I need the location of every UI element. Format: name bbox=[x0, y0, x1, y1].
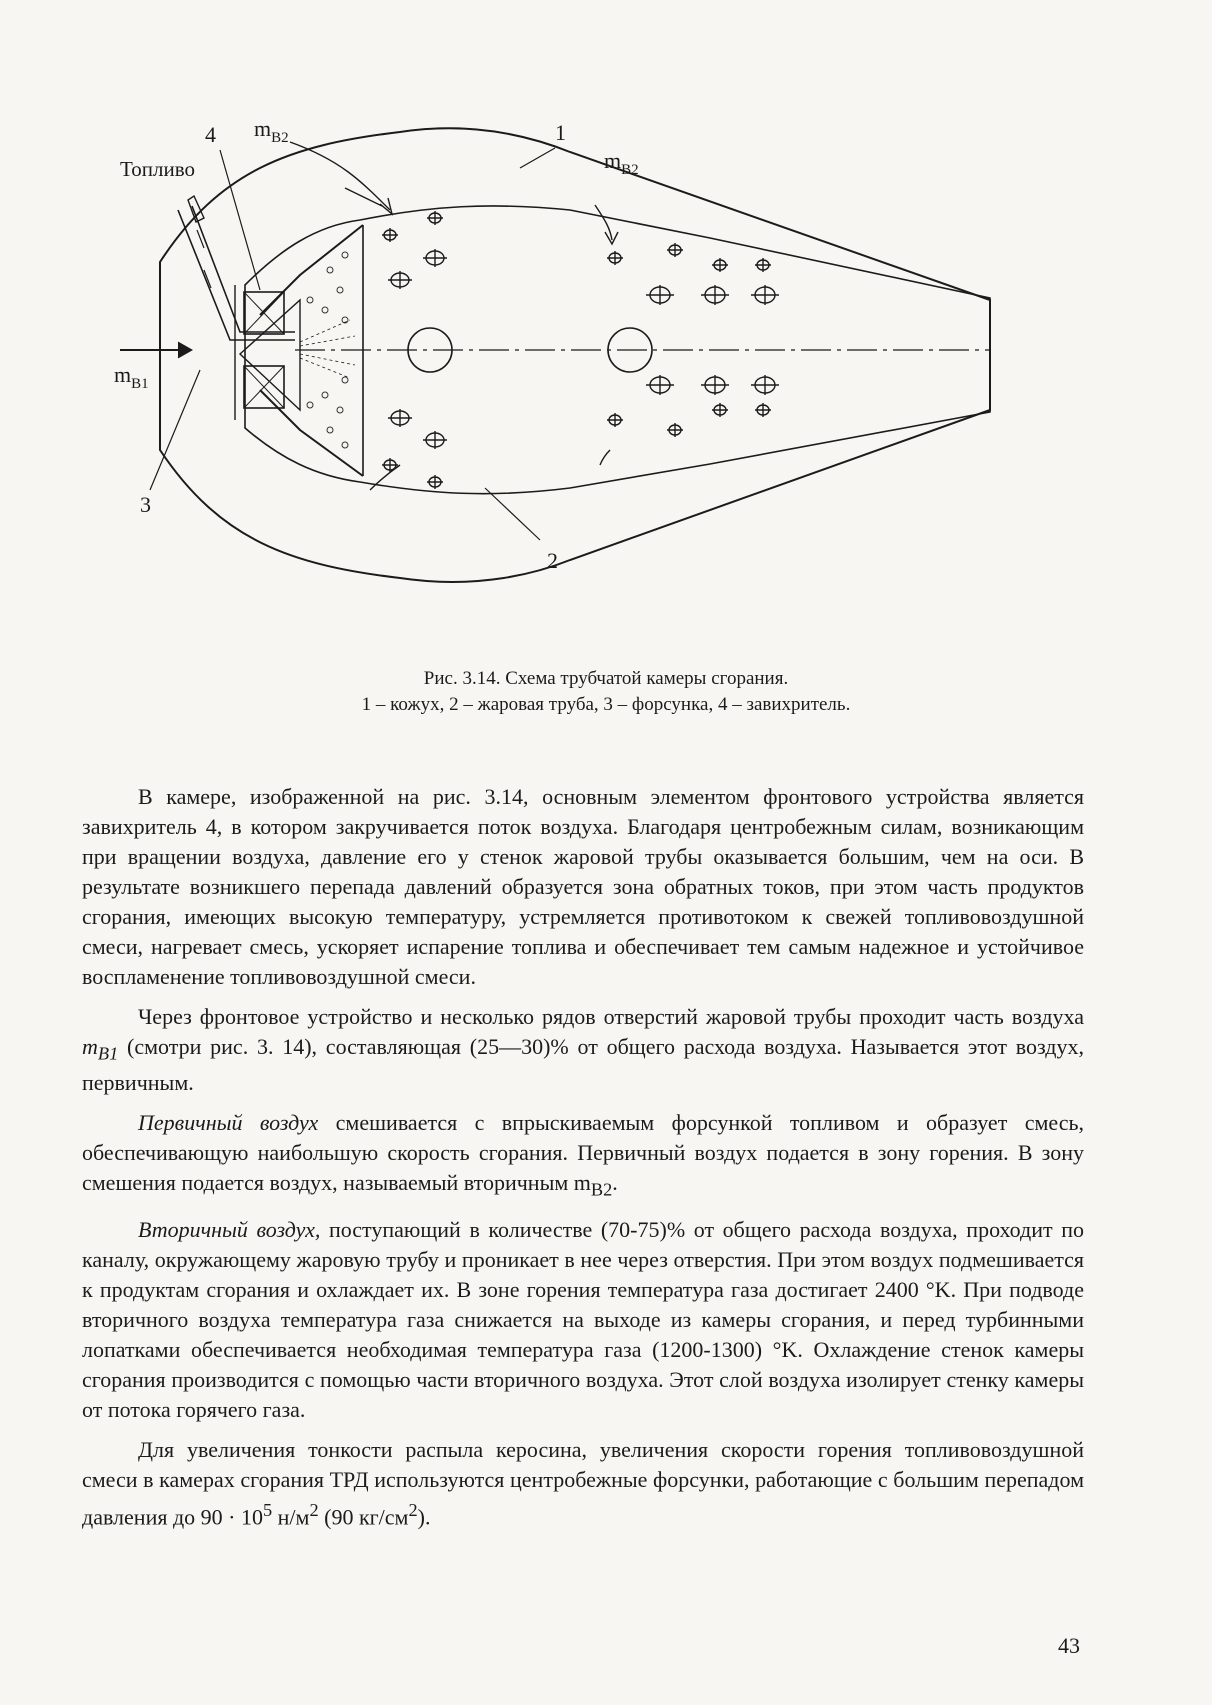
paragraph-2: Через фронтовое устройство и несколько рядов отверстий жаровой трубы проходит часть воздуха $m_{B1}$ (смотри рис. 3. 14), составляющая (25—30)% от общего расхода воздуха. Называется этот воздух, первичным. bbox=[82, 1004, 1084, 1096]
mb2-top-label: $m_{B2}$ bbox=[254, 116, 289, 146]
casing-outline bbox=[160, 128, 990, 582]
paragraph-5: Для увеличения тонкости распыла керосина, увеличения скорости горения топливовоздушной смеси в камерах сгорания ТРД используются центробежные форсунки, работающие с большим перепадом давления до $90 \cdot 10^5$ $н/м^2$ (90 $кг/см^2$). bbox=[82, 1436, 1084, 1530]
paragraph-4: Вторичный воздух, поступающий в количестве (70-75)% от общего расхода воздуха, проходит по каналу, окружающему жаровую трубу и проникает в нее через отверстия. При этом воздух подмешивается к продуктам сгорания и охлаждает их. В зоне горения температура газа достигает 2400 °K. При подводе вторичного воздуха температура газа снижается на выходе из камеры сгорания, и перед турбинными лопатками обеспечивается необходимая температура газа (1200-1300) °K. Охлаждение стенок камеры сгорания производится с помощью части вторичного воздуха. Этот слой воздуха изолирует стенку камеры от потока горячего газа. bbox=[82, 1216, 1085, 1422]
mb1-label: $m_{B1}$ bbox=[114, 362, 149, 392]
label-3: 3 bbox=[140, 492, 151, 517]
label-4: 4 bbox=[205, 122, 216, 147]
figure-caption-title: Рис. 3.14. Схема трубчатой камеры сгорания. bbox=[423, 668, 789, 689]
hole bbox=[382, 228, 398, 242]
label-2: 2 bbox=[547, 548, 558, 573]
page-number: 43 bbox=[1058, 1633, 1080, 1658]
combustion-chamber-diagram bbox=[100, 110, 1110, 670]
fuel-label: Топливо bbox=[120, 157, 195, 181]
body-text bbox=[82, 782, 1084, 1542]
paragraph-1: В камере, изображенной на рис. 3.14, основным элементом фронтового устройства является завихритель 4, в котором закручивается поток воздуха. Благодаря центробежным силам, возникающим при вращении воздуха, давление его у стенок жаровой трубы оказывается большим, чем на оси. В результате возникшего перепада давлений образуется зона обратных токов, при этом часть продуктов сгорания, имеющих высокую температуру, устремляется противотоком к свежей топливовоздушной смеси, нагревает смесь, ускоряет испарение топлива и обеспечивает тем самым надежное и устойчивое воспламенение топливовоздушной смеси. bbox=[82, 784, 1084, 989]
mb2-right-label: $m_{B2}$ bbox=[604, 148, 639, 178]
label-1: 1 bbox=[555, 120, 566, 145]
paragraph-3: Первичный воздух смешивается с впрыскиваемым форсункой топливом и образует смесь, обеспечивающую наибольшую скорость сгорания. Первичный воздух подается в зону горения. В зону смешения подается воздух, называемый вторичным $m_{B2}$. bbox=[82, 1110, 1085, 1200]
figure-caption-legend: 1 – кожух, 2 – жаровая труба, 3 – форсунка, 4 – завихритель. bbox=[361, 694, 851, 715]
